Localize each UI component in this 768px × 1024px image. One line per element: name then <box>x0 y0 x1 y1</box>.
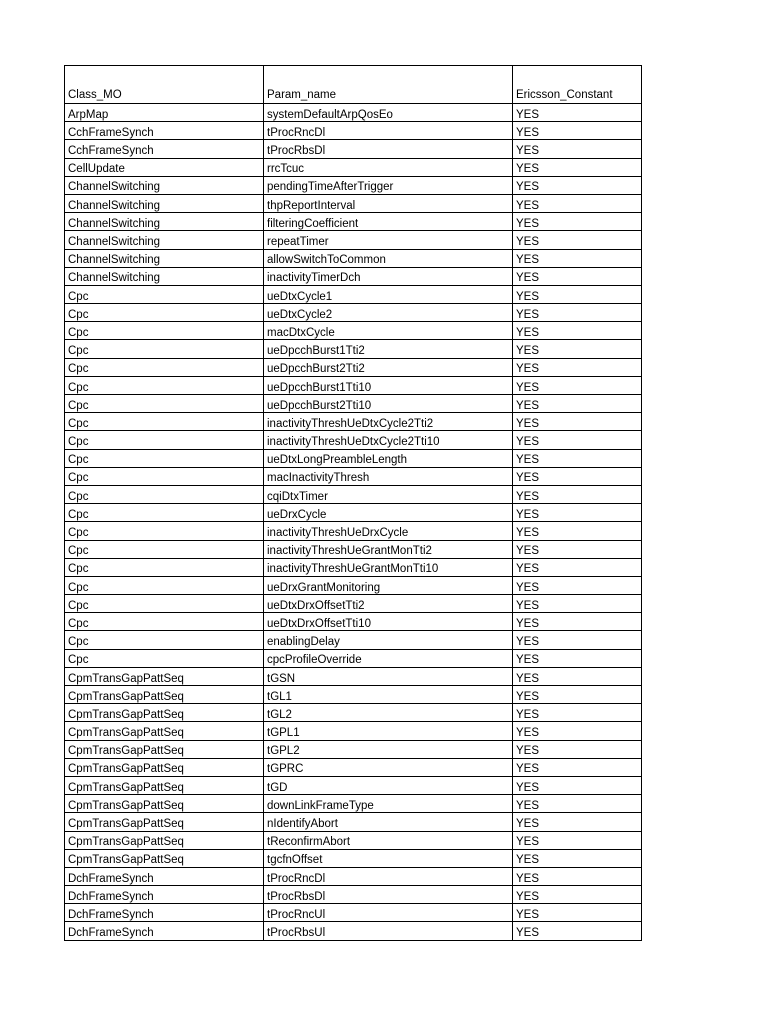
table-row <box>65 304 642 322</box>
table-row <box>65 467 642 485</box>
ericsson-constant-cell: YES <box>513 795 642 813</box>
param-name-cell: inactivityThreshUeDtxCycle2Tti2 <box>264 413 513 431</box>
table-row <box>65 158 642 176</box>
table-row <box>65 831 642 849</box>
param-name-cell: ueDrxCycle <box>264 504 513 522</box>
parameter-table <box>64 65 642 941</box>
table-row <box>65 376 642 394</box>
class-mo-cell: CpmTransGapPattSeq <box>65 849 264 867</box>
ericsson-constant-cell: YES <box>513 467 642 485</box>
param-name-cell: cpcProfileOverride <box>264 649 513 667</box>
table-row <box>65 340 642 358</box>
table-row <box>65 395 642 413</box>
header-ericsson-constant: Ericsson_Constant <box>513 66 642 104</box>
class-mo-cell: Cpc <box>65 649 264 667</box>
param-name-cell: enablingDelay <box>264 631 513 649</box>
ericsson-constant-cell: YES <box>513 686 642 704</box>
table-row <box>65 776 642 794</box>
table-row <box>65 813 642 831</box>
ericsson-constant-cell: YES <box>513 922 642 940</box>
ericsson-constant-cell: YES <box>513 122 642 140</box>
class-mo-cell: CpmTransGapPattSeq <box>65 758 264 776</box>
ericsson-constant-cell: YES <box>513 358 642 376</box>
param-name-cell: ueDtxDrxOffsetTti10 <box>264 613 513 631</box>
param-name-cell: tProcRbsUl <box>264 922 513 940</box>
param-name-cell: tProcRbsDl <box>264 886 513 904</box>
class-mo-cell: Cpc <box>65 449 264 467</box>
param-name-cell: tGL1 <box>264 686 513 704</box>
table-row <box>65 267 642 285</box>
class-mo-cell: ChannelSwitching <box>65 194 264 212</box>
ericsson-constant-cell: YES <box>513 104 642 122</box>
table-row <box>65 631 642 649</box>
param-name-cell: tGD <box>264 776 513 794</box>
param-name-cell: tProcRncDl <box>264 867 513 885</box>
ericsson-constant-cell: YES <box>513 649 642 667</box>
table-row <box>65 285 642 303</box>
class-mo-cell: Cpc <box>65 558 264 576</box>
param-name-cell: ueDpcchBurst2Tti10 <box>264 395 513 413</box>
table-row <box>65 613 642 631</box>
param-name-cell: tgcfnOffset <box>264 849 513 867</box>
ericsson-constant-cell: YES <box>513 722 642 740</box>
class-mo-cell: CpmTransGapPattSeq <box>65 740 264 758</box>
ericsson-constant-cell: YES <box>513 285 642 303</box>
param-name-cell: tGPL2 <box>264 740 513 758</box>
class-mo-cell: ChannelSwitching <box>65 231 264 249</box>
param-name-cell: ueDtxDrxOffsetTti2 <box>264 595 513 613</box>
ericsson-constant-cell: YES <box>513 704 642 722</box>
class-mo-cell: Cpc <box>65 376 264 394</box>
table-row <box>65 504 642 522</box>
table-row <box>65 431 642 449</box>
param-name-cell: allowSwitchToCommon <box>264 249 513 267</box>
class-mo-cell: ChannelSwitching <box>65 176 264 194</box>
param-name-cell: ueDrxGrantMonitoring <box>264 576 513 594</box>
class-mo-cell: Cpc <box>65 613 264 631</box>
ericsson-constant-cell: YES <box>513 576 642 594</box>
header-row <box>65 66 642 104</box>
table-row <box>65 140 642 158</box>
ericsson-constant-cell: YES <box>513 322 642 340</box>
table-row <box>65 558 642 576</box>
class-mo-cell: ChannelSwitching <box>65 249 264 267</box>
ericsson-constant-cell: YES <box>513 340 642 358</box>
ericsson-constant-cell: YES <box>513 304 642 322</box>
ericsson-constant-cell: YES <box>513 449 642 467</box>
param-name-cell: tReconfirmAbort <box>264 831 513 849</box>
ericsson-constant-cell: YES <box>513 886 642 904</box>
table-row <box>65 176 642 194</box>
ericsson-constant-cell: YES <box>513 558 642 576</box>
ericsson-constant-cell: YES <box>513 667 642 685</box>
param-name-cell: cqiDtxTimer <box>264 485 513 503</box>
param-name-cell: thpReportInterval <box>264 194 513 212</box>
class-mo-cell: CpmTransGapPattSeq <box>65 722 264 740</box>
ericsson-constant-cell: YES <box>513 776 642 794</box>
ericsson-constant-cell: YES <box>513 413 642 431</box>
param-name-cell: rrcTcuc <box>264 158 513 176</box>
ericsson-constant-cell: YES <box>513 831 642 849</box>
class-mo-cell: Cpc <box>65 431 264 449</box>
table-row <box>65 922 642 940</box>
class-mo-cell: Cpc <box>65 322 264 340</box>
class-mo-cell: CpmTransGapPattSeq <box>65 686 264 704</box>
table-row <box>65 595 642 613</box>
param-name-cell: tGL2 <box>264 704 513 722</box>
class-mo-cell: Cpc <box>65 522 264 540</box>
table-row <box>65 104 642 122</box>
class-mo-cell: CchFrameSynch <box>65 140 264 158</box>
class-mo-cell: DchFrameSynch <box>65 922 264 940</box>
ericsson-constant-cell: YES <box>513 376 642 394</box>
class-mo-cell: CpmTransGapPattSeq <box>65 831 264 849</box>
class-mo-cell: Cpc <box>65 467 264 485</box>
ericsson-constant-cell: YES <box>513 758 642 776</box>
param-name-cell: ueDtxCycle2 <box>264 304 513 322</box>
table-row <box>65 704 642 722</box>
param-name-cell: tGSN <box>264 667 513 685</box>
class-mo-cell: CpmTransGapPattSeq <box>65 776 264 794</box>
header-class-mo: Class_MO <box>65 66 264 104</box>
param-name-cell: ueDpcchBurst2Tti2 <box>264 358 513 376</box>
param-name-cell: ueDpcchBurst1Tti2 <box>264 340 513 358</box>
ericsson-constant-cell: YES <box>513 140 642 158</box>
table-row <box>65 795 642 813</box>
class-mo-cell: CpmTransGapPattSeq <box>65 704 264 722</box>
class-mo-cell: Cpc <box>65 485 264 503</box>
class-mo-cell: Cpc <box>65 540 264 558</box>
table-row <box>65 886 642 904</box>
table-row <box>65 667 642 685</box>
param-name-cell: repeatTimer <box>264 231 513 249</box>
ericsson-constant-cell: YES <box>513 485 642 503</box>
table-row <box>65 867 642 885</box>
table-row <box>65 194 642 212</box>
class-mo-cell: Cpc <box>65 631 264 649</box>
param-name-cell: tProcRncUl <box>264 904 513 922</box>
ericsson-constant-cell: YES <box>513 613 642 631</box>
class-mo-cell: DchFrameSynch <box>65 904 264 922</box>
table-row <box>65 322 642 340</box>
table-row <box>65 686 642 704</box>
class-mo-cell: Cpc <box>65 413 264 431</box>
ericsson-constant-cell: YES <box>513 631 642 649</box>
class-mo-cell: DchFrameSynch <box>65 867 264 885</box>
table-row <box>65 576 642 594</box>
param-name-cell: inactivityThreshUeGrantMonTti10 <box>264 558 513 576</box>
param-name-cell: downLinkFrameType <box>264 795 513 813</box>
table-row <box>65 449 642 467</box>
param-name-cell: tProcRbsDl <box>264 140 513 158</box>
table-row <box>65 249 642 267</box>
class-mo-cell: Cpc <box>65 304 264 322</box>
table-row <box>65 522 642 540</box>
table-row <box>65 849 642 867</box>
class-mo-cell: Cpc <box>65 504 264 522</box>
table-row <box>65 722 642 740</box>
ericsson-constant-cell: YES <box>513 522 642 540</box>
table-row <box>65 758 642 776</box>
ericsson-constant-cell: YES <box>513 740 642 758</box>
class-mo-cell: ArpMap <box>65 104 264 122</box>
ericsson-constant-cell: YES <box>513 504 642 522</box>
class-mo-cell: Cpc <box>65 285 264 303</box>
class-mo-cell: CchFrameSynch <box>65 122 264 140</box>
ericsson-constant-cell: YES <box>513 867 642 885</box>
param-name-cell: pendingTimeAfterTrigger <box>264 176 513 194</box>
param-name-cell: systemDefaultArpQosEo <box>264 104 513 122</box>
class-mo-cell: Cpc <box>65 595 264 613</box>
table-row <box>65 213 642 231</box>
ericsson-constant-cell: YES <box>513 176 642 194</box>
class-mo-cell: Cpc <box>65 395 264 413</box>
table-row <box>65 740 642 758</box>
table-row <box>65 122 642 140</box>
ericsson-constant-cell: YES <box>513 267 642 285</box>
ericsson-constant-cell: YES <box>513 231 642 249</box>
param-name-cell: inactivityThreshUeDrxCycle <box>264 522 513 540</box>
param-name-cell: ueDtxCycle1 <box>264 285 513 303</box>
param-name-cell: macDtxCycle <box>264 322 513 340</box>
ericsson-constant-cell: YES <box>513 595 642 613</box>
param-name-cell: nIdentifyAbort <box>264 813 513 831</box>
ericsson-constant-cell: YES <box>513 540 642 558</box>
ericsson-constant-cell: YES <box>513 431 642 449</box>
param-name-cell: ueDpcchBurst1Tti10 <box>264 376 513 394</box>
param-name-cell: filteringCoefficient <box>264 213 513 231</box>
header-param-name: Param_name <box>264 66 513 104</box>
table-row <box>65 649 642 667</box>
param-name-cell: tGPL1 <box>264 722 513 740</box>
table-row <box>65 485 642 503</box>
ericsson-constant-cell: YES <box>513 249 642 267</box>
class-mo-cell: Cpc <box>65 358 264 376</box>
class-mo-cell: CellUpdate <box>65 158 264 176</box>
ericsson-constant-cell: YES <box>513 158 642 176</box>
class-mo-cell: DchFrameSynch <box>65 886 264 904</box>
param-name-cell: inactivityThreshUeGrantMonTti2 <box>264 540 513 558</box>
ericsson-constant-cell: YES <box>513 813 642 831</box>
class-mo-cell: CpmTransGapPattSeq <box>65 795 264 813</box>
param-name-cell: tGPRC <box>264 758 513 776</box>
param-name-cell: tProcRncDl <box>264 122 513 140</box>
class-mo-cell: Cpc <box>65 340 264 358</box>
ericsson-constant-cell: YES <box>513 213 642 231</box>
table-row <box>65 540 642 558</box>
param-name-cell: inactivityTimerDch <box>264 267 513 285</box>
class-mo-cell: CpmTransGapPattSeq <box>65 667 264 685</box>
table-row <box>65 231 642 249</box>
class-mo-cell: CpmTransGapPattSeq <box>65 813 264 831</box>
ericsson-constant-cell: YES <box>513 904 642 922</box>
param-name-cell: ueDtxLongPreambleLength <box>264 449 513 467</box>
class-mo-cell: ChannelSwitching <box>65 213 264 231</box>
ericsson-constant-cell: YES <box>513 849 642 867</box>
param-name-cell: macInactivityThresh <box>264 467 513 485</box>
table-row <box>65 904 642 922</box>
ericsson-constant-cell: YES <box>513 395 642 413</box>
class-mo-cell: Cpc <box>65 576 264 594</box>
table-row <box>65 413 642 431</box>
table-row <box>65 358 642 376</box>
class-mo-cell: ChannelSwitching <box>65 267 264 285</box>
param-name-cell: inactivityThreshUeDtxCycle2Tti10 <box>264 431 513 449</box>
ericsson-constant-cell: YES <box>513 194 642 212</box>
